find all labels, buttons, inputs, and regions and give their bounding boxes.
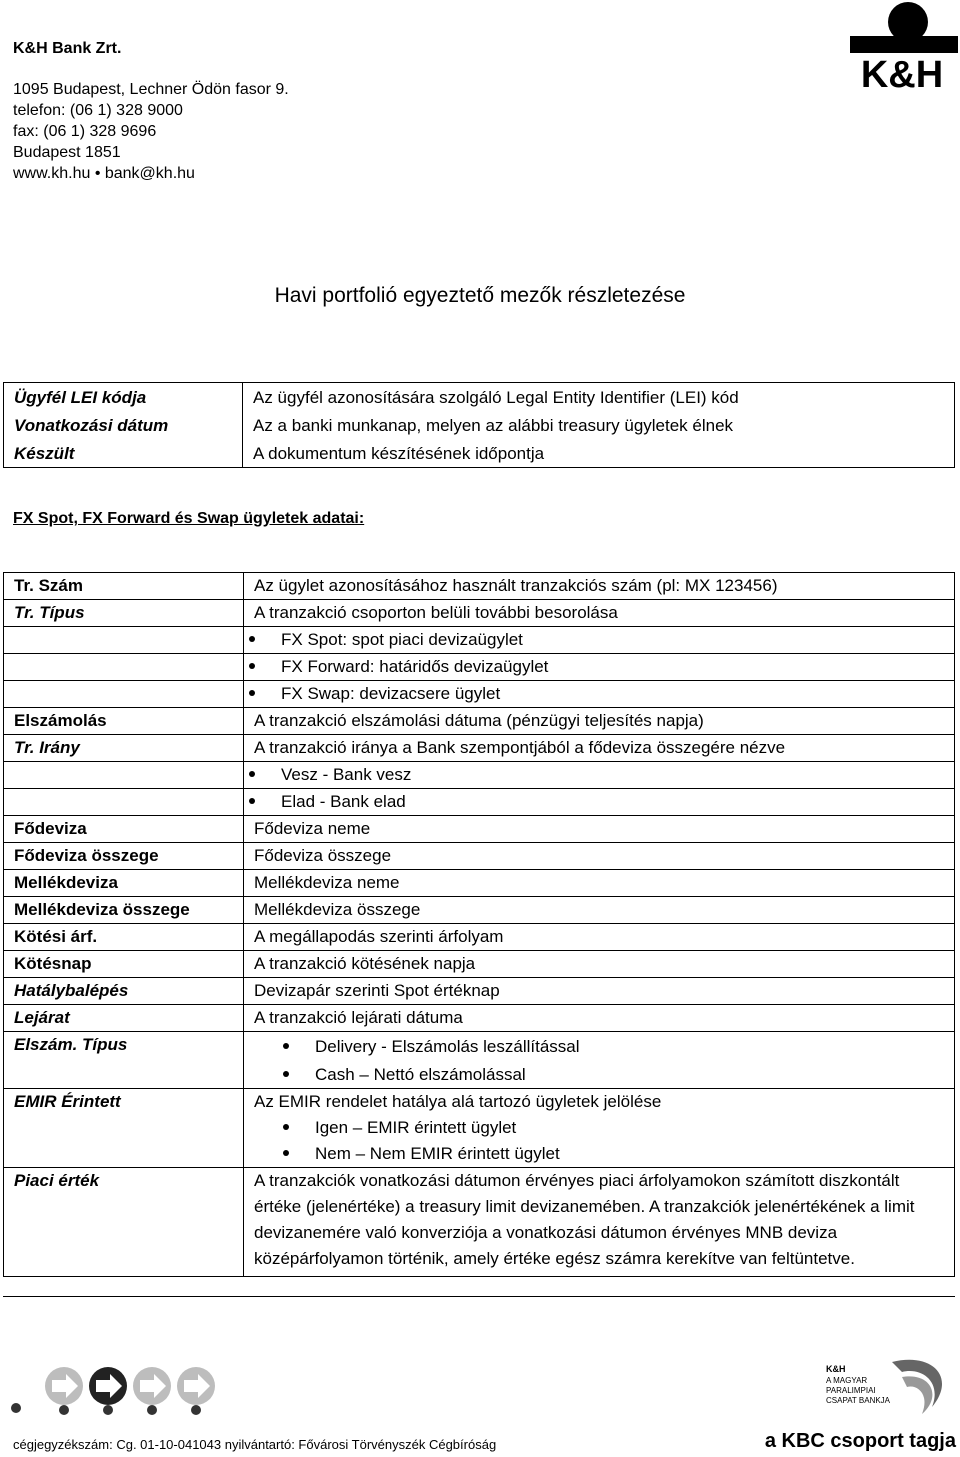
field-desc: A tranzakció iránya a Bank szempontjából a fődeviza összegére nézve [244, 735, 955, 762]
table-row [4, 870, 955, 897]
field-label: Piaci érték [4, 1168, 244, 1277]
table-row [4, 789, 955, 816]
web-email-line: www.kh.hu • bank@kh.hu [13, 165, 195, 182]
field-label: Tr. Típus [4, 600, 244, 627]
arrow-icons [10, 1366, 220, 1416]
table-row [4, 411, 955, 439]
table-row [4, 978, 955, 1005]
table-row [4, 843, 955, 870]
table-row [4, 897, 955, 924]
field-desc: A tranzakció kötésének napja [244, 951, 955, 978]
table-row [4, 439, 955, 468]
document-title: Havi portfolió egyeztető mezők részletezése [274, 284, 686, 307]
table-row [4, 600, 955, 627]
bullet-icon [283, 1150, 289, 1156]
table-row [4, 924, 955, 951]
table-row [4, 708, 955, 735]
para-line: PARALIMPIAI [826, 1386, 876, 1395]
kh-logo [846, 0, 958, 92]
field-desc: Az ügylet azonosításához használt tranzakciós szám (pl: MX 123456) [244, 573, 955, 600]
field-label: Mellékdeviza [4, 870, 244, 897]
table-row [4, 627, 955, 654]
field-label: Tr. Irány [4, 735, 244, 762]
table-row [4, 1168, 955, 1277]
fax-line: fax: (06 1) 328 9696 [13, 123, 157, 140]
logo-text: K&H [860, 54, 944, 92]
bullet-icon [283, 1071, 289, 1077]
field-label: Kötési árf. [4, 924, 244, 951]
paralympic-logo [782, 1352, 958, 1422]
table-row [4, 816, 955, 843]
bullet-item: FX Swap: devizacsere ügylet [244, 681, 955, 708]
field-label: Lejárat [4, 1005, 244, 1032]
field-label: Fődeviza [4, 816, 244, 843]
footer-divider [3, 1296, 955, 1297]
bullet-item: Elad - Bank elad [244, 789, 955, 816]
table-row [4, 951, 955, 978]
table-row [4, 573, 955, 600]
arrow-icon [89, 1367, 127, 1405]
bullet-item: Delivery - Elszámolás leszállítással [244, 1032, 955, 1061]
company-info [13, 38, 289, 184]
meta-table [3, 382, 955, 468]
field-desc: Mellékdeviza összege [244, 897, 955, 924]
legal-info: cégjegyzékszám: Cg. 01-10-041043 nyilvántartó: Fővárosi Törvényszék Cégbíróság [13, 1437, 497, 1452]
bullet-item: Igen – EMIR érintett ügylet [254, 1115, 944, 1141]
bullet-icon [249, 798, 255, 804]
table-row [4, 735, 955, 762]
fields-table [3, 572, 955, 1277]
para-line: K&H [826, 1364, 846, 1374]
field-label: Elszámolás [4, 708, 244, 735]
bullet-icon [249, 771, 255, 777]
arrow-icon [177, 1367, 215, 1405]
bullet-icon [283, 1124, 289, 1130]
bullet-item: FX Spot: spot piaci devizaügylet [244, 627, 955, 654]
meta-label: Vonatkozási dátum [4, 411, 243, 439]
meta-label: Ügyfél LEI kódja [4, 383, 243, 412]
emir-desc: Az EMIR rendelet hatálya alá tartozó ügyletek jelölése [254, 1092, 662, 1111]
meta-desc: A dokumentum készítésének időpontja [253, 444, 545, 463]
address-line: 1095 Budapest, Lechner Ödön fasor 9. [13, 81, 289, 98]
field-label: Hatálybalépés [4, 978, 244, 1005]
phone-line: telefon: (06 1) 328 9000 [13, 102, 183, 119]
field-desc: Devizapár szerinti Spot értéknap [244, 978, 955, 1005]
para-line: A MAGYAR [826, 1376, 868, 1385]
table-row [4, 681, 955, 708]
meta-desc: Az a banki munkanap, melyen az alábbi treasury ügyletek élnek [253, 416, 734, 435]
field-desc: A tranzakció lejárati dátuma [244, 1005, 955, 1032]
field-desc [244, 1089, 955, 1168]
table-row [4, 1005, 955, 1032]
bullet-icon [249, 636, 255, 642]
table-row [4, 654, 955, 681]
field-desc: Fődeviza neme [244, 816, 955, 843]
table-row [4, 1089, 955, 1168]
table-row [4, 762, 955, 789]
field-label: EMIR Érintett [4, 1089, 244, 1168]
arrow-icon [45, 1367, 83, 1405]
bullet-item: Nem – Nem EMIR érintett ügylet [254, 1141, 944, 1167]
bullet-icon [249, 663, 255, 669]
bullet-item: Vesz - Bank vesz [244, 762, 955, 789]
field-label: Tr. Szám [4, 573, 244, 600]
table-row [4, 383, 955, 412]
field-desc: A tranzakció csoporton belüli további besorolása [244, 600, 955, 627]
para-line: CSAPAT BANKJA [826, 1396, 891, 1405]
section-title: FX Spot, FX Forward és Swap ügyletek adatai: [13, 510, 365, 527]
table-row [4, 1032, 955, 1061]
field-label: Kötésnap [4, 951, 244, 978]
field-desc: A tranzakció elszámolási dátuma (pénzügyi teljesítés napja) [244, 708, 955, 735]
field-desc: A tranzakciók vonatkozási dátumon érvényes piaci árfolyamokon számított diszkontált értéke (jelenértéke) a treasury limit devizanemében. A tranzakciók jelenértékének a limit devizanemére való konverziója a vonatkozási dátumon érvényes MNB deviza középárfolyamon történik, amely értéke egész számra kerekítve van feltüntetve. [244, 1168, 955, 1277]
field-label: Elszám. Típus [4, 1032, 244, 1089]
arrow-icon [133, 1367, 171, 1405]
postal-line: Budapest 1851 [13, 144, 121, 161]
field-desc: Fődeviza összege [244, 843, 955, 870]
bullet-item: Cash – Nettó elszámolással [244, 1060, 955, 1089]
meta-label: Készült [4, 439, 243, 468]
bullet-icon [283, 1043, 289, 1049]
bullet-item: FX Forward: határidős devizaügylet [244, 654, 955, 681]
field-desc: Mellékdeviza neme [244, 870, 955, 897]
kbc-tagline: a KBC csoport tagja [764, 1430, 956, 1452]
bullet-icon [249, 690, 255, 696]
field-desc: A megállapodás szerinti árfolyam [244, 924, 955, 951]
company-name: K&H Bank Zrt. [13, 40, 122, 57]
meta-desc: Az ügyfél azonosítására szolgáló Legal Entity Identifier (LEI) kód [253, 388, 739, 407]
field-label: Mellékdeviza összege [4, 897, 244, 924]
field-label: Fődeviza összege [4, 843, 244, 870]
